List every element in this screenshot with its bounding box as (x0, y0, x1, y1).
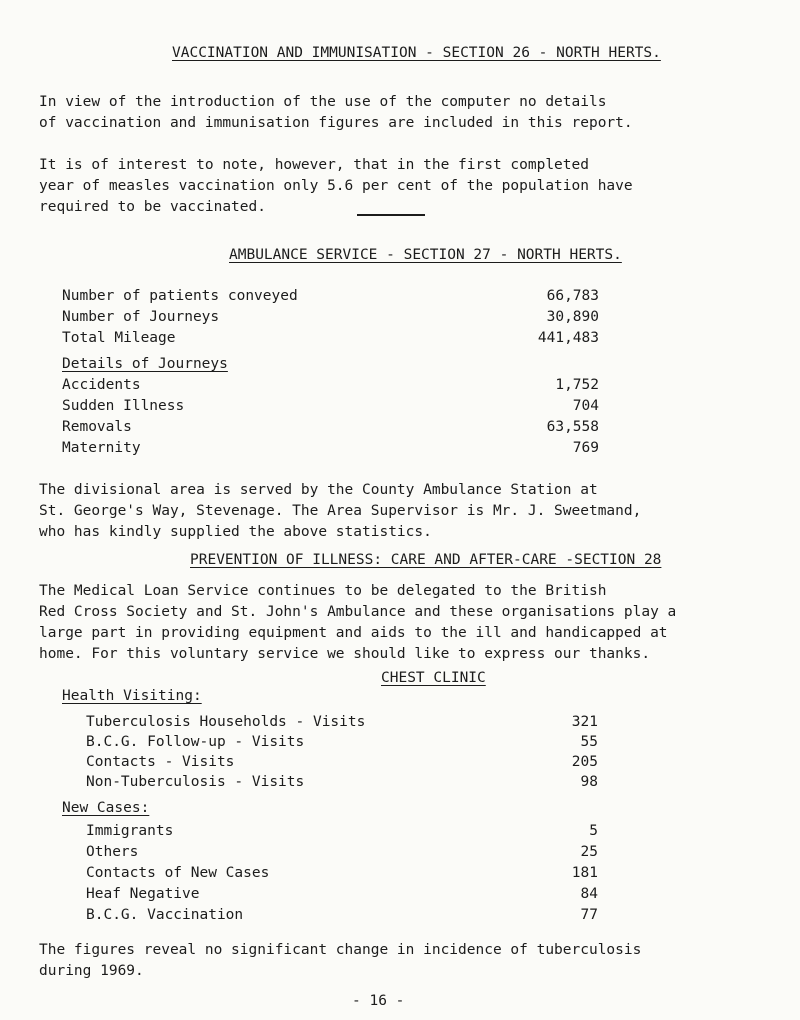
row-value: 441,483 (537, 330, 599, 346)
table-row (86, 865, 598, 886)
health-visiting-heading: Health Visiting: (62, 688, 202, 704)
row-label: Removals (62, 419, 132, 435)
row-label: B.C.G. Vaccination (86, 907, 244, 923)
row-label: Sudden Illness (62, 398, 185, 414)
row-label: Contacts of New Cases (86, 865, 270, 881)
row-label: Immigrants (86, 823, 174, 839)
table-row (62, 440, 599, 461)
table-row (86, 754, 598, 775)
table-row (62, 398, 599, 419)
heading-vaccination: VACCINATION AND IMMUNISATION - SECTION 26 - NORTH HERTS. (172, 45, 661, 61)
section-divider (357, 214, 425, 216)
row-value: 84 (580, 886, 598, 902)
table-row (86, 844, 598, 865)
table-row (86, 886, 598, 907)
paragraph-medical-loan: The Medical Loan Service continues to be delegated to the British Red Cross Society and St. John's Ambulance and these organisations play a large part in providing equipment and aids to the ill and handicapped at home. For this voluntary service we should like to express our thanks. (39, 583, 677, 662)
row-label: Tuberculosis Households - Visits (86, 714, 366, 730)
row-value: 66,783 (546, 288, 599, 304)
paragraph-ambulance-station: The divisional area is served by the County Ambulance Station at St. George's Way, Stevenage. The Area Supervisor is Mr. J. Sweetmand, who has kindly supplied the above statistics. (39, 482, 642, 540)
row-value: 321 (571, 714, 598, 730)
row-label: Number of Journeys (62, 309, 220, 325)
row-value: 25 (580, 844, 598, 860)
row-label: Others (86, 844, 139, 860)
table-row (86, 823, 598, 844)
heading-prevention: PREVENTION OF ILLNESS: CARE AND AFTER-CARE -SECTION 28 (190, 552, 662, 568)
table-row (62, 309, 599, 330)
row-value: 55 (580, 734, 598, 750)
table-row (86, 734, 598, 755)
row-label: Number of patients conveyed (62, 288, 298, 304)
table-row (86, 907, 598, 928)
row-value: 98 (580, 774, 598, 790)
paragraph-measles: It is of interest to note, however, that in the first completed year of measles vaccination only 5.6 per cent of the population have required to be vaccinated. (39, 157, 633, 215)
row-label: Accidents (62, 377, 141, 393)
row-value: 704 (572, 398, 599, 414)
row-value: 205 (571, 754, 598, 770)
journeys-heading: Details of Journeys (62, 356, 228, 372)
table-row (62, 377, 599, 398)
table-row (62, 419, 599, 440)
table-row (86, 714, 598, 735)
row-label: Heaf Negative (86, 886, 200, 902)
table-row (62, 288, 599, 309)
paragraph-computer: In view of the introduction of the use of the computer no details of vaccination and immunisation figures are included in this report. (39, 94, 633, 131)
row-value: 181 (571, 865, 598, 881)
row-label: B.C.G. Follow-up - Visits (86, 734, 305, 750)
row-label: Non-Tuberculosis - Visits (86, 774, 305, 790)
new-cases-heading: New Cases: (62, 800, 150, 816)
row-value: 1,752 (555, 377, 599, 393)
row-value: 769 (572, 440, 599, 456)
row-value: 30,890 (546, 309, 599, 325)
row-label: Maternity (62, 440, 141, 456)
row-value: 5 (589, 823, 598, 839)
row-label: Contacts - Visits (86, 754, 235, 770)
table-row (62, 330, 599, 351)
row-value: 77 (580, 907, 598, 923)
paragraph-tuberculosis: The figures reveal no significant change in incidence of tuberculosis during 1969. (39, 942, 642, 979)
row-label: Total Mileage (62, 330, 176, 346)
row-value: 63,558 (546, 419, 599, 435)
table-row (86, 774, 598, 795)
heading-ambulance: AMBULANCE SERVICE - SECTION 27 - NORTH HERTS. (229, 247, 622, 263)
page-number: - 16 - (352, 993, 405, 1009)
heading-chest-clinic: CHEST CLINIC (381, 670, 486, 686)
